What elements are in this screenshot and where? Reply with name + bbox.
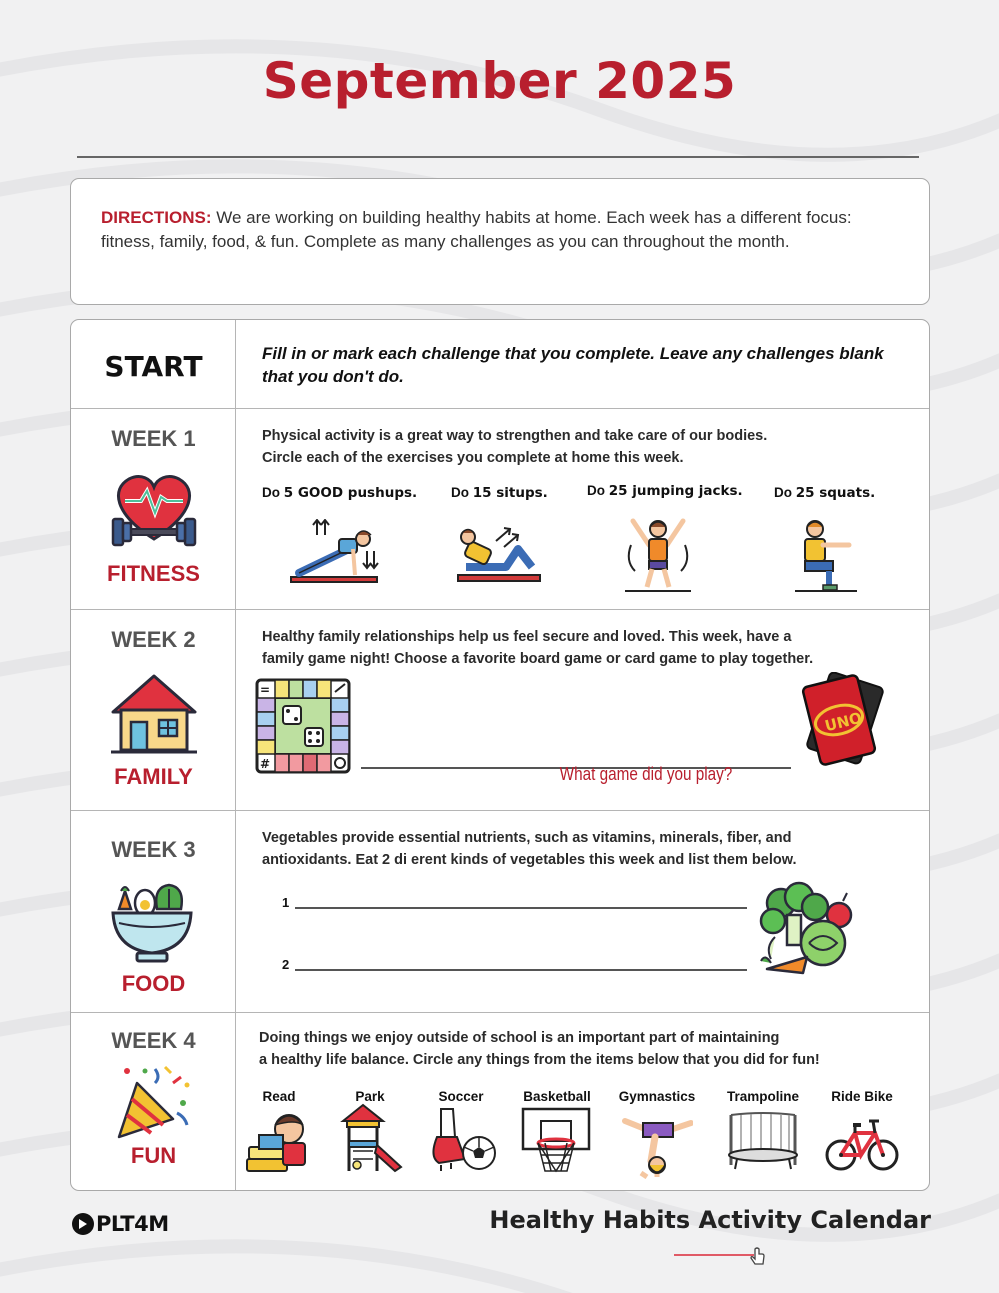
activity-label-gymnastics: Gymnastics [618,1089,696,1104]
footer-title: Healthy Habits Activity Calendar [489,1206,931,1234]
week4-category: FUN [130,1143,177,1168]
directions-label: DIRECTIONS: [101,208,212,227]
footer-accent-line [674,1254,754,1256]
week2-category: FAMILY [114,764,193,789]
week3-description: Vegetables provide essential nutrients, such as vitamins, minerals, fiber, and antioxidants. Eat 2 di erent kinds of vegetables this week and list them below. [262,830,797,868]
exercise-caption: Do 25 jumping jacks. [587,483,743,499]
week2-label: WEEK 2 [111,627,196,652]
house-icon [109,672,199,758]
activity-label-ride-bike: Ride Bike [831,1089,893,1104]
jumping-jack-icon[interactable] [621,515,695,595]
week1-description: Physical activity is a great way to strengthen and take care of our bodies. Circle each of the exercises you complete at home this week. [262,428,768,466]
soccer-icon[interactable] [427,1107,497,1177]
page-title: September 2025 [262,52,737,110]
title-divider [77,156,919,158]
start-row [71,320,929,409]
week4-description: Doing things we enjoy outside of school is an important part of maintaining a healthy life balance. Circle any things from the items below that you did for fun! [259,1030,820,1068]
uno-card-text: UNO [822,708,864,736]
svg-text:#: # [260,757,271,771]
week4-row [71,1013,929,1191]
trampoline-icon[interactable] [727,1111,799,1171]
activity-label-read: Read [262,1089,296,1104]
situp-icon[interactable] [456,523,542,585]
pushup-icon[interactable] [289,519,379,585]
exercise-caption: Do 5 GOOD pushups. [262,485,418,501]
reading-icon[interactable] [245,1107,313,1175]
squat-icon[interactable] [793,517,859,595]
salad-bowl-icon [109,883,195,965]
playground-icon[interactable] [339,1101,405,1175]
vegetable-2-line[interactable] [295,969,747,971]
exercise-caption: Do 15 situps. [451,485,548,501]
pointer-hand-icon [748,1247,768,1267]
board-game-icon [255,678,351,774]
week3-category: FOOD [121,971,186,996]
heart-dumbbell-icon [109,469,199,554]
exercise-caption: Do 25 squats. [774,485,876,501]
week3-label: WEEK 3 [111,837,196,862]
directions-text: We are working on building healthy habits at home. Each week has a different focus: fitness, family, food, & fun. Complete as many challenges as you can throughout the month. [101,208,852,251]
directions-box [70,178,930,305]
vegetable-1-label: 1 [282,895,290,910]
plt4m-logo: PLT4M [72,1212,169,1236]
week2-row [71,610,929,811]
play-icon [72,1213,94,1235]
activity-label-basketball: Basketball [523,1089,591,1104]
challenge-table [70,319,930,1191]
bicycle-icon[interactable] [825,1113,899,1173]
vegetable-2-label: 2 [282,957,290,972]
basketball-hoop-icon[interactable] [521,1107,591,1177]
vegetables-icon [759,881,859,981]
party-popper-icon [115,1063,195,1139]
week1-row [71,409,929,610]
activity-label-soccer: Soccer [438,1089,484,1104]
week1-category: FITNESS [107,561,200,586]
activity-label-trampoline: Trampoline [726,1089,799,1104]
start-instructions: Fill in or mark each challenge that you complete. Leave any challenges blank that you don't do. [262,344,884,386]
week3-row [71,811,929,1013]
svg-text:=: = [260,683,271,697]
start-label: START [104,350,203,383]
vegetable-1-line[interactable] [295,907,747,909]
week4-label: WEEK 4 [111,1028,196,1053]
uno-cards-icon [801,672,887,768]
gymnastics-icon[interactable] [621,1107,693,1179]
game-answer-prompt: What game did you play? [559,764,733,784]
week1-label: WEEK 1 [111,426,196,451]
activity-label-park: Park [355,1089,385,1104]
week2-description: Healthy family relationships help us feel secure and loved. This week, have a family game night! Choose a favorite board game or card game to play together. [262,629,814,667]
